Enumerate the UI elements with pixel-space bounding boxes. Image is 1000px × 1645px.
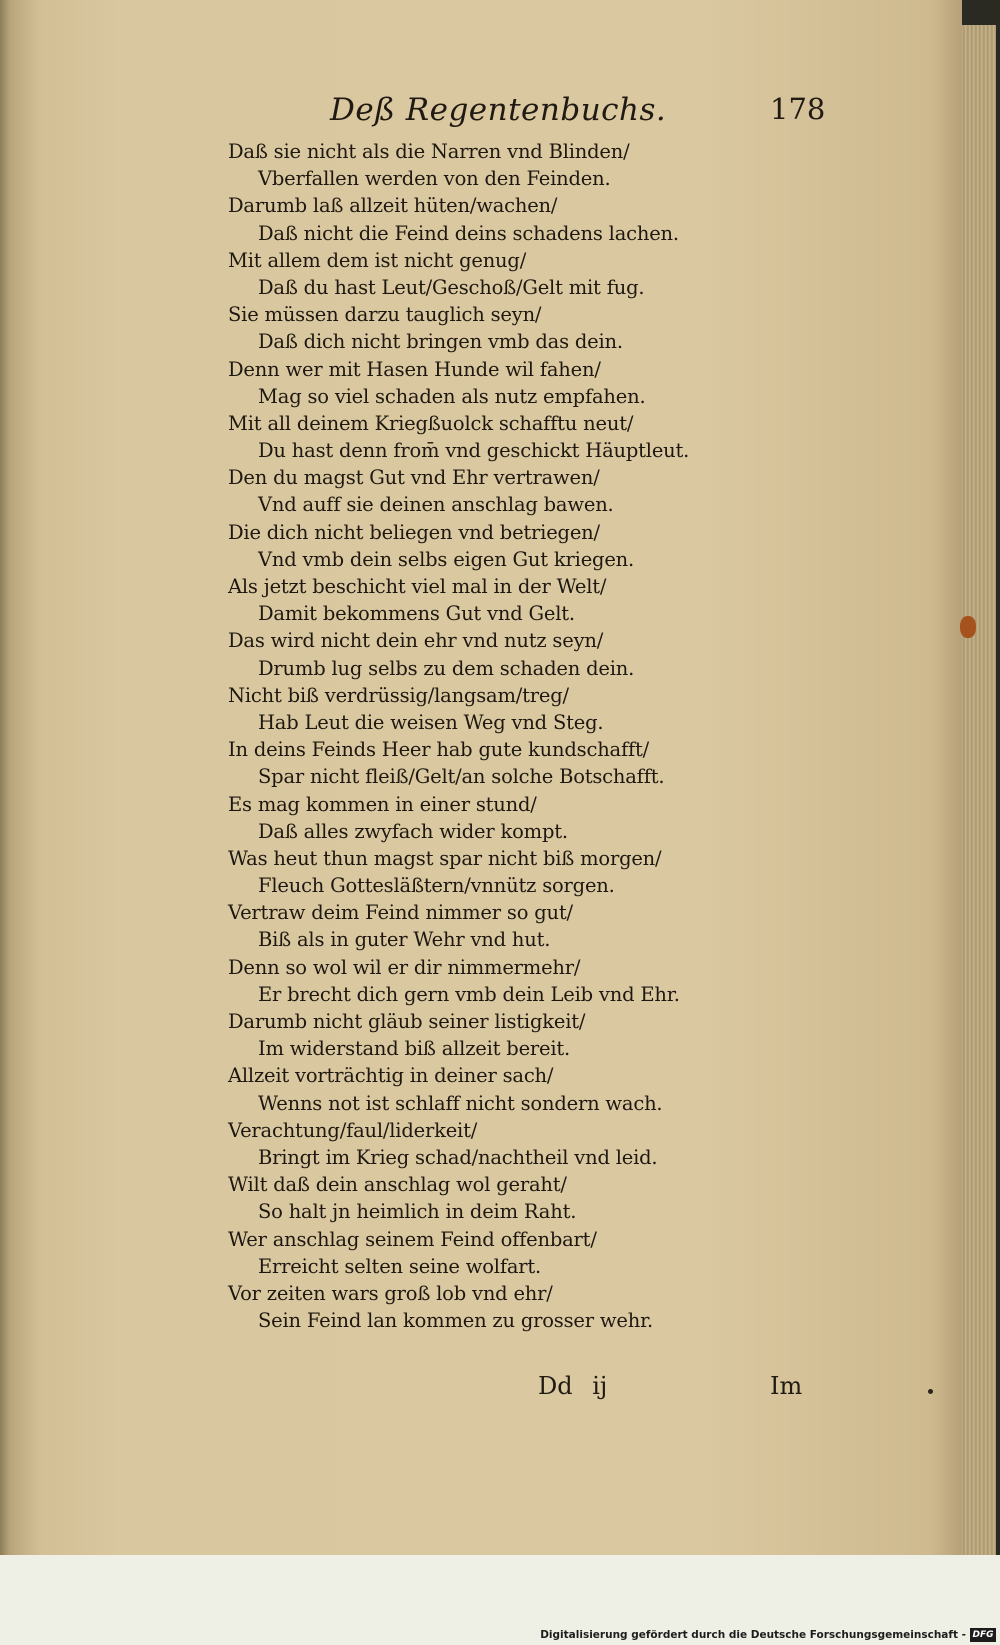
verse-line: Bringt im Krieg schad/nachtheil vnd leid. (258, 1145, 658, 1169)
signature-mark: Dd ij (538, 1372, 608, 1400)
verse-line: Mit all deinem Kriegßuolck schafftu neut/ (228, 411, 634, 435)
verse-line: Daß alles zwyfach wider kompt. (258, 819, 568, 843)
verse-line: Mag so viel schaden als nutz empfahen. (258, 384, 646, 408)
verse-line: Er brecht dich gern vmb dein Leib vnd Ehr. (258, 982, 680, 1006)
verse-line: Damit bekommens Gut vnd Gelt. (258, 602, 575, 626)
verse-line: Vnd vmb dein selbs eigen Gut kriegen. (258, 547, 635, 571)
page-header (330, 92, 826, 132)
verse-line: Denn so wol wil er dir nimmermehr/ (228, 955, 581, 979)
page-number: 178 (770, 92, 826, 126)
verse-line: Das wird nicht dein ehr vnd nutz seyn/ (228, 629, 604, 653)
verse-line: Denn wer mit Hasen Hunde wil fahen/ (228, 357, 601, 381)
ink-dot (928, 1389, 933, 1394)
funding-credit: Digitalisierung gefördert durch die Deutsche Forschungsgemeinschaft - (540, 1629, 966, 1641)
verse-line: Verachtung/faul/liderkeit/ (228, 1118, 478, 1142)
verse-line: Erreicht selten seine wolfart. (258, 1254, 542, 1278)
verse-line: Du hast denn from̄ vnd geschickt Häuptleut. (258, 439, 690, 463)
verse-line: Darumb laß allzeit hüten/wachen/ (228, 194, 558, 218)
verse-line: Daß sie nicht als die Narren vnd Blinden/ (228, 140, 630, 163)
credit-bar (0, 1627, 1000, 1645)
verse-line: Wenns not ist schlaff nicht sondern wach. (258, 1091, 663, 1115)
verse-line: So halt jn heimlich in deim Raht. (258, 1200, 577, 1224)
verse-line: In deins Feinds Heer hab gute kundschafft/ (228, 738, 650, 762)
verse-line: Fleuch Gottesläßtern/vnnütz sorgen. (258, 874, 615, 898)
verse-line: Als jetzt beschicht viel mal in der Welt/ (228, 575, 607, 598)
verse-line: Allzeit vorträchtig in deiner sach/ (228, 1064, 554, 1088)
verse-line: Daß dich nicht bringen vmb das dein. (258, 330, 623, 354)
verse-line: Vberfallen werden von den Feinden. (258, 167, 611, 191)
verse-line: Den du magst Gut vnd Ehr vertrawen/ (228, 466, 600, 490)
dfg-logo: DFG (970, 1628, 996, 1642)
verse-line: Wilt daß dein anschlag wol geraht/ (228, 1173, 567, 1197)
catchword: Im (770, 1372, 803, 1400)
verse-line: Darumb nicht gläub seiner listigkeit/ (228, 1010, 586, 1033)
verse-line: Vertraw deim Feind nimmer so gut/ (228, 901, 573, 925)
verse-line: Spar nicht fleiß/Gelt/an solche Botschafft. (258, 765, 665, 789)
verse-line: Daß du hast Leut/Geschoß/Gelt mit fug. (258, 275, 645, 299)
verse-line: Biß als in guter Wehr vnd hut. (258, 928, 551, 952)
running-title: Deß Regentenbuchs. (330, 92, 667, 128)
verse-line: Drumb lug selbs zu dem schaden dein. (258, 656, 635, 680)
verse-text (228, 138, 708, 1334)
page-edges (962, 25, 996, 1555)
verse-line: Hab Leut die weisen Weg vnd Steg. (258, 710, 604, 734)
verse-line: Sein Feind lan kommen zu grosser wehr. (258, 1309, 654, 1333)
verse-line: Sie müssen darzu tauglich seyn/ (228, 303, 542, 327)
verse-line: Im widerstand biß allzeit bereit. (258, 1037, 571, 1061)
page-footer (0, 1372, 962, 1412)
verse-line: Nicht biß verdrüssig/langsam/treg/ (228, 683, 569, 707)
verse-line: Vor zeiten wars groß lob vnd ehr/ (228, 1281, 553, 1305)
verse-line: Was heut thun magst spar nicht biß morgen/ (228, 846, 662, 870)
verse-line: Daß nicht die Feind deins schadens lachen. (258, 221, 679, 245)
verse-line: Mit allem dem ist nicht genug/ (228, 248, 527, 272)
paper-stain (960, 616, 976, 638)
verse-line: Wer anschlag seinem Feind offenbart/ (228, 1227, 597, 1251)
verse-line: Die dich nicht beliegen vnd betriegen/ (228, 520, 600, 544)
verse-line: Es mag kommen in einer stund/ (228, 792, 537, 816)
verse-line: Vnd auff sie deinen anschlag bawen. (258, 493, 614, 517)
